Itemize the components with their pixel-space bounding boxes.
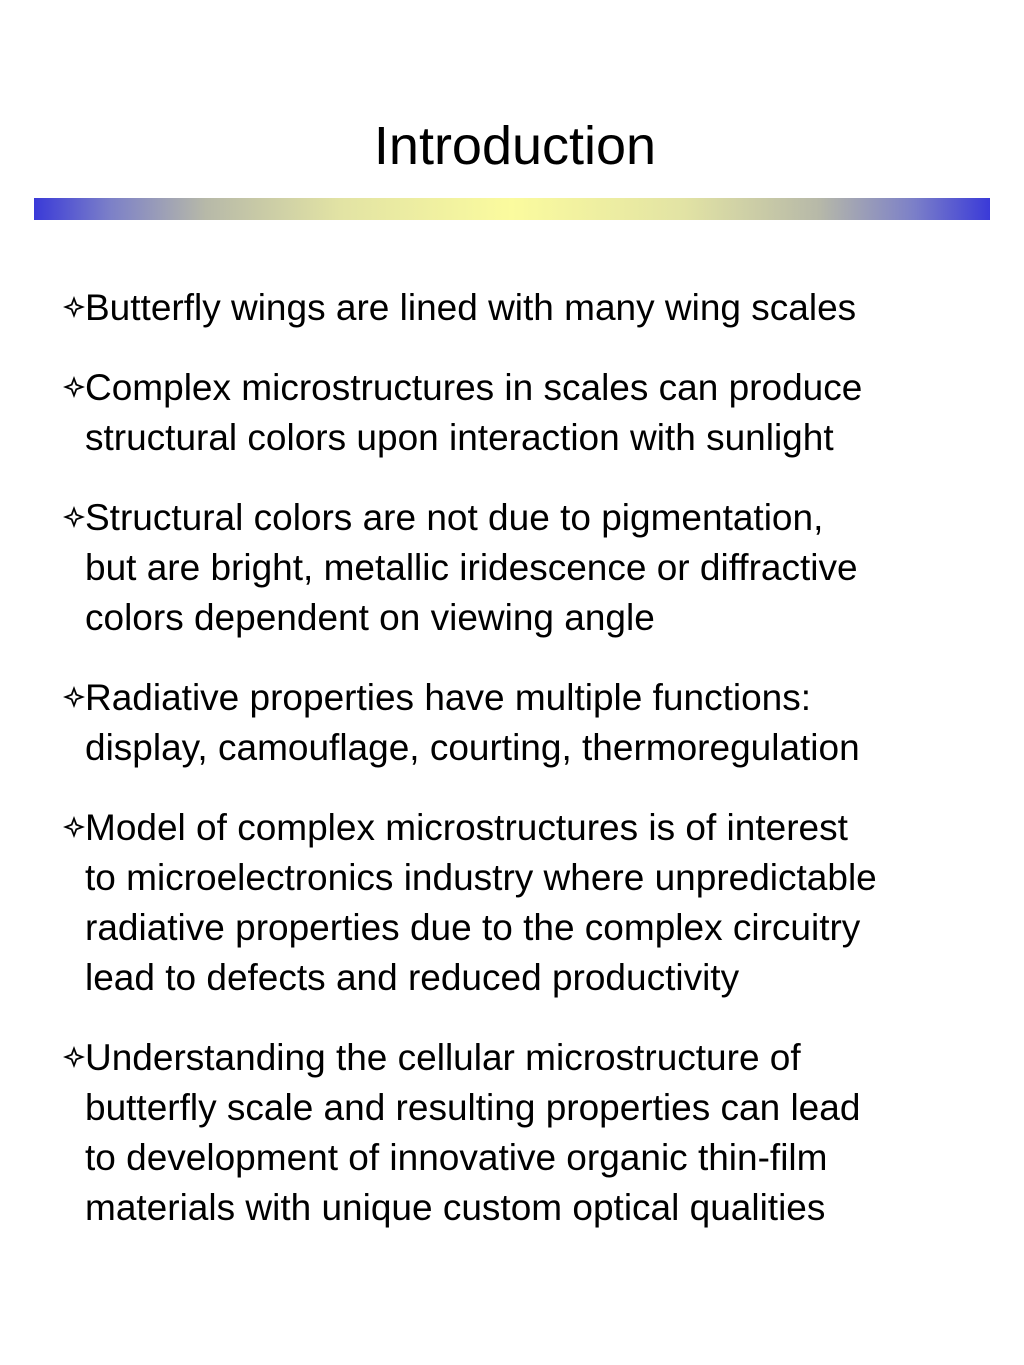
bullet-item-3 — [62, 493, 1002, 643]
diamond-bullet-icon — [62, 375, 86, 399]
bullet-item-1 — [62, 283, 1002, 333]
slide-title: Introduction — [373, 116, 657, 176]
diamond-bullet-icon — [62, 815, 86, 839]
bullet-line: structural colors upon interaction with sunlight — [85, 417, 834, 458]
title-divider-bar — [34, 198, 990, 220]
bullet-item-4 — [62, 673, 1002, 773]
bullet-line: to development of innovative organic thin-film — [85, 1137, 828, 1178]
bullet-line: display, camouflage, courting, thermoregulation — [85, 727, 860, 768]
bullet-line: Model of complex microstructures is of interest — [85, 807, 848, 848]
bullet-line: Butterfly wings are lined with many wing scales — [85, 287, 857, 328]
bullet-line: radiative properties due to the complex circuitry — [85, 907, 861, 948]
bullet-line: to microelectronics industry where unpredictable — [85, 857, 877, 898]
bullet-line: Understanding the cellular microstructure of — [85, 1037, 801, 1078]
bullet-line: lead to defects and reduced productivity — [85, 957, 740, 998]
diamond-bullet-icon — [62, 295, 86, 319]
bullet-list — [62, 283, 1002, 1263]
bullet-line: Radiative properties have multiple functions: — [85, 677, 811, 718]
bullet-item-5 — [62, 803, 1002, 1003]
bullet-line: butterfly scale and resulting properties can lead — [85, 1087, 861, 1128]
bullet-item-6 — [62, 1033, 1002, 1233]
diamond-bullet-icon — [62, 1045, 86, 1069]
bullet-line: materials with unique custom optical qualities — [85, 1187, 826, 1228]
bullet-line: but are bright, metallic iridescence or diffractive — [85, 547, 858, 588]
diamond-bullet-icon — [62, 505, 86, 529]
bullet-line: Complex microstructures in scales can produce — [85, 367, 863, 408]
diamond-bullet-icon — [62, 685, 86, 709]
bullet-item-2 — [62, 363, 1002, 463]
bullet-line: colors dependent on viewing angle — [85, 597, 655, 638]
bullet-line: Structural colors are not due to pigmentation, — [85, 497, 824, 538]
